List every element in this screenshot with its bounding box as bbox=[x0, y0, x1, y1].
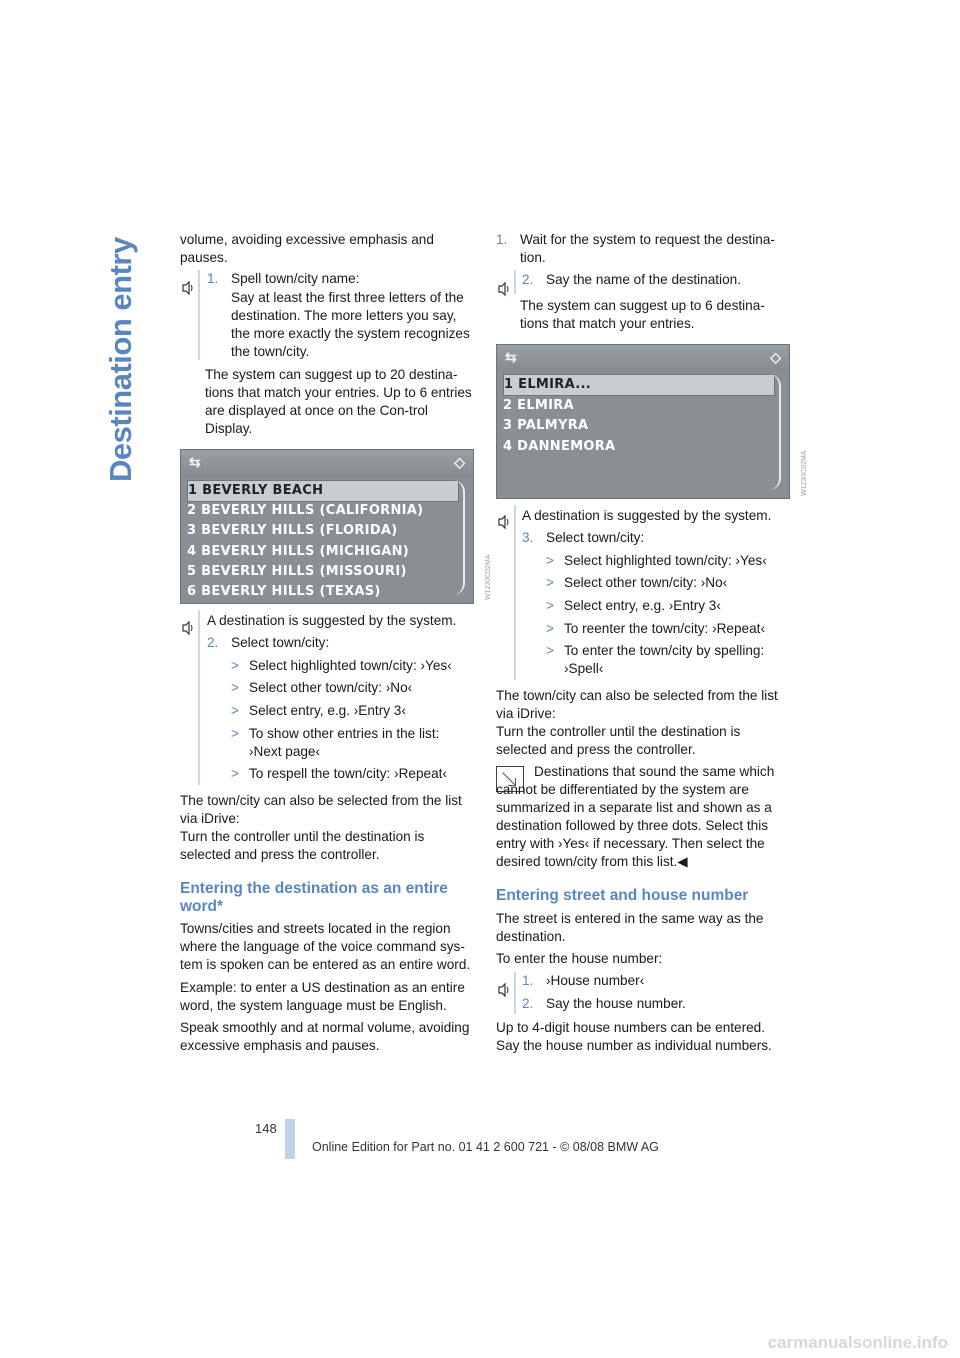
list-item: 4 DANNEMORA bbox=[503, 439, 616, 454]
step-number: 1. bbox=[522, 973, 534, 988]
list-item: > To enter the town/city by spelling: ›Spell‹ bbox=[546, 643, 765, 676]
section-heading: Entering street and house number bbox=[496, 887, 749, 904]
step-number: 2. bbox=[522, 272, 534, 287]
step-number: 3. bbox=[522, 530, 534, 545]
back-icon: ⇆ bbox=[505, 349, 517, 365]
list-item: > Select other town/city: ›No‹ bbox=[546, 575, 728, 590]
footer-text: Online Edition for Part no. 01 41 2 600 721 - © 08/08 BMW AG bbox=[312, 1140, 659, 1154]
paragraph: The town/city can also be selected from the list via iDrive: bbox=[496, 688, 778, 721]
paragraph: Turn the controller until the destination is selected and press the controller. bbox=[180, 829, 425, 862]
list-item: > Select other town/city: ›No‹ bbox=[231, 680, 413, 695]
list-item: > Select entry, e.g. ›Entry 3‹ bbox=[546, 598, 721, 613]
voice-icon bbox=[180, 280, 196, 296]
list-item: 2 BEVERLY HILLS (CALIFORNIA) bbox=[187, 503, 424, 518]
voice-bar bbox=[514, 972, 516, 1014]
screen-topbar bbox=[497, 345, 789, 371]
list-item: 1 ELMIRA... bbox=[503, 374, 775, 396]
list-item: 5 BEVERLY HILLS (MISSOURI) bbox=[187, 564, 407, 579]
list-item: 3 PALMYRA bbox=[503, 418, 589, 433]
paragraph: Speak smoothly and at normal volume, avoiding excessive emphasis and pauses. bbox=[180, 1020, 470, 1053]
voice-icon bbox=[496, 982, 512, 998]
note-text: Destinations that sound the same which cannot be differentiated by the system are summarized in a separate list and shown as a destination followed by three dots. Select this entry with ›Yes‹ if necessary. Then select the desired town/city from this list.◀ bbox=[496, 764, 775, 869]
list-item: > To reenter the town/city: ›Repeat‹ bbox=[546, 621, 765, 636]
paragraph: Turn the controller until the destination is selected and press the controller. bbox=[496, 724, 741, 757]
footer-accent-bar bbox=[285, 1119, 295, 1159]
step-text: Say the name of the destination. bbox=[546, 272, 741, 287]
control-display-screen bbox=[180, 449, 474, 604]
list-item: 4 BEVERLY HILLS (MICHIGAN) bbox=[187, 544, 410, 559]
list-item: 1 BEVERLY BEACH bbox=[187, 480, 459, 502]
step-detail: Say at least the first three letters of the destination. The more letters you say, the more exactly the system recognizes the town/city. bbox=[231, 290, 470, 359]
paragraph: The town/city can also be selected from the list via iDrive: bbox=[180, 793, 462, 826]
list-item: 3 BEVERLY HILLS (FLORIDA) bbox=[187, 523, 398, 538]
step-text: Wait for the system to request the destina-tion. bbox=[520, 232, 775, 265]
paragraph: The system can suggest up to 20 destina-tions that match your entries. Up to 6 entries are displayed at once on the Con-trol Display. bbox=[205, 367, 472, 436]
figure-code: W1230C02MA bbox=[485, 554, 492, 600]
step-number: 2. bbox=[522, 996, 534, 1011]
voice-icon bbox=[496, 514, 512, 530]
step-number: 1. bbox=[207, 271, 219, 286]
back-icon: ⇆ bbox=[189, 454, 201, 470]
step-number: 1. bbox=[496, 232, 508, 247]
voice-icon bbox=[180, 620, 196, 636]
list-item: > To respell the town/city: ›Repeat‹ bbox=[231, 766, 447, 781]
section-heading: Entering the destination as an entire word* bbox=[180, 880, 448, 915]
section-title: Destination entry bbox=[103, 237, 138, 482]
list-item: > Select highlighted town/city: ›Yes‹ bbox=[231, 658, 452, 673]
list-item: > To show other entries in the list: ›Next page‹ bbox=[231, 726, 440, 759]
step-text: ›House number‹ bbox=[546, 973, 645, 988]
step-text: Select town/city: bbox=[231, 635, 330, 650]
voice-icon bbox=[496, 281, 512, 297]
paragraph: To enter the house number: bbox=[496, 951, 663, 966]
list-item: 6 BEVERLY HILLS (TEXAS) bbox=[187, 584, 381, 599]
control-display-screen bbox=[496, 344, 790, 499]
step-text: Select town/city: bbox=[546, 530, 645, 545]
scrollbar bbox=[453, 480, 465, 595]
suggestion-text: A destination is suggested by the system. bbox=[207, 613, 457, 628]
voice-bar bbox=[198, 610, 200, 785]
list-item: > Select entry, e.g. ›Entry 3‹ bbox=[231, 703, 406, 718]
step-text: Say the house number. bbox=[546, 996, 686, 1011]
figure-code: W1230C02MA bbox=[801, 450, 808, 496]
intro-text: volume, avoiding excessive emphasis and pauses. bbox=[180, 232, 434, 265]
paragraph: The street is entered in the same way as the destination. bbox=[496, 911, 764, 944]
screen-topbar bbox=[181, 450, 473, 476]
scrollbar bbox=[769, 374, 781, 490]
list-item: > Select highlighted town/city: ›Yes‹ bbox=[546, 553, 767, 568]
step-number: 2. bbox=[207, 635, 219, 650]
voice-bar bbox=[514, 270, 516, 294]
suggestion-text: A destination is suggested by the system. bbox=[522, 508, 772, 523]
step-text: Spell town/city name: bbox=[231, 271, 360, 286]
navigation-icon: ◇ bbox=[770, 349, 781, 365]
voice-bar bbox=[198, 270, 200, 360]
list-item: 2 ELMIRA bbox=[503, 398, 574, 413]
watermark: carmanualsonline.info bbox=[767, 1333, 948, 1352]
paragraph: Towns/cities and streets located in the region where the language of the voice command sys-tem is spoken can be entered as an entire word. bbox=[180, 921, 471, 972]
paragraph: The system can suggest up to 6 destina-tions that match your entries. bbox=[520, 298, 765, 331]
navigation-icon: ◇ bbox=[454, 454, 465, 470]
paragraph: Up to 4-digit house numbers can be entered. Say the house number as individual numbers. bbox=[496, 1020, 772, 1053]
paragraph: Example: to enter a US destination as an entire word, the system language must be English. bbox=[180, 980, 465, 1013]
voice-bar bbox=[514, 505, 516, 680]
page-number: 148 bbox=[255, 1121, 277, 1136]
